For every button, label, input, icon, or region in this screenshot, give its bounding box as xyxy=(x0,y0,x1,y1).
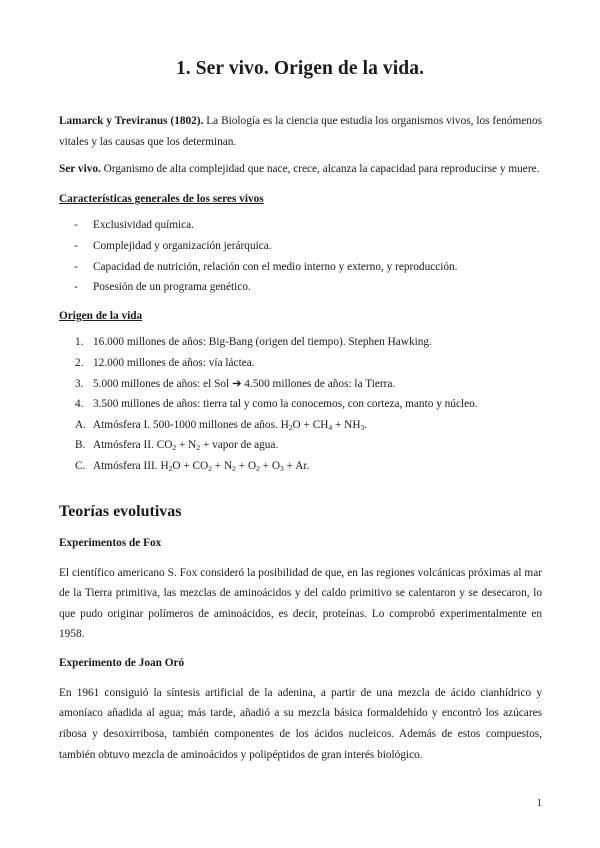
list-item xyxy=(59,332,542,353)
list-marker: 2. xyxy=(75,356,84,369)
list-item-text: 3.500 millones de años: tierra tal y como la conocemos, con corteza, manto y núcleo. xyxy=(93,398,478,411)
list-item-text: 16.000 millones de años: Big-Bang (origen del tiempo). Stephen Hawking. xyxy=(93,336,432,349)
list-marker: A. xyxy=(75,418,86,431)
subscript: 2 xyxy=(168,463,173,473)
fox-paragraph: El científico americano S. Fox consideró la posibilidad de que, en las regiones volcánicas próximas al mar de la Tierra primitiva, las mezclas de aminoácidos y del caldo primitivo se calentaron y se desecaron, lo que pudo originar polímeros de aminoácidos, es decir, proteínas. Lo comprobó experimentalmente en 1958. xyxy=(59,566,542,641)
list-item: - Exclusividad química. xyxy=(59,215,542,236)
list-item-text: 5.000 millones de años: el Sol ➔ 4.500 millones de años: la Tierra. xyxy=(93,377,396,390)
formula-text: + NH xyxy=(332,418,361,431)
formula-text: O + CH xyxy=(292,418,329,431)
intro-text-2: Organismo de alta complejidad que nace, crece, alcanza la capacidad para reproducirse y muere. xyxy=(100,163,540,176)
list-marker: 4. xyxy=(75,398,84,411)
intro-bold-1: Lamarck y Treviranus (1802). xyxy=(59,115,204,127)
list-item: - Capacidad de nutrición, relación con el medio interno y externo, y reproducción. xyxy=(59,257,542,278)
subscript: 2 xyxy=(172,443,177,453)
subheading-fox: Experimentos de Fox xyxy=(59,536,162,549)
subscript: 3 xyxy=(280,463,284,473)
intro-paragraph-2 xyxy=(59,159,542,180)
formula-text: Atmósfera I. 500-1000 millones de años. H xyxy=(93,418,289,431)
section-heading-caracteristicas: Características generales de los seres vivos xyxy=(59,192,264,205)
formula-text: Atmósfera III. H xyxy=(93,459,169,472)
subscript: 2 xyxy=(208,463,212,473)
subscript: 4 xyxy=(328,422,333,432)
list-item: - Complejidad y organización jerárquica. xyxy=(59,236,542,257)
subscript: 2 xyxy=(232,463,236,473)
intro-paragraph-1 xyxy=(59,111,542,152)
formula-text: Atmósfera II. CO xyxy=(93,439,173,452)
subscript: 3 xyxy=(360,422,365,432)
formula-text: . xyxy=(364,418,368,431)
list-marker: 1. xyxy=(75,336,84,349)
formula-text: + O xyxy=(235,459,257,472)
list-marker: B. xyxy=(75,439,86,452)
list-item xyxy=(59,353,542,374)
list-item: - Posesión de un programa genético. xyxy=(59,277,542,298)
list-item xyxy=(59,394,542,415)
intro-bold-2: Ser vivo. xyxy=(59,163,101,176)
subheading-oro: Experimento de Joan Oró xyxy=(59,656,185,669)
intro-text-1: La Biología es la ciencia que estudia los organismos vivos, los fenómenos vitales y las causas que los determinan. xyxy=(59,115,542,148)
formula-text: + vapor de agua. xyxy=(200,439,279,452)
formula-text: + N xyxy=(211,459,233,472)
subscript: 2 xyxy=(196,443,201,453)
page-title: 1. Ser vivo. Origen de la vida. xyxy=(175,58,425,79)
subscript: 2 xyxy=(256,463,260,473)
section-heading-teorias: Teorías evolutivas xyxy=(59,502,182,520)
caracteristicas-list xyxy=(59,215,542,297)
formula-text: + O xyxy=(259,459,281,472)
subscript: 2 xyxy=(288,422,293,432)
section-heading-origen: Origen de la vida xyxy=(59,309,143,322)
oro-paragraph: En 1961 consiguió la síntesis artificial de la adenina, a partir de una mezcla de ácido cianhídrico y amoníaco añadida al agua; más tarde, añadió a su mezcla básica formaldehído y encontró los azúcares ribosa y desoxirribosa, también componentes de los ácidos nucleicos. Además de estos compuestos, también obtuvo mezcla de aminoácidos y polipéptidos de gran interés biológico. xyxy=(59,686,542,761)
list-item xyxy=(59,456,542,477)
formula-text: O + CO xyxy=(172,459,209,472)
list-marker: 3. xyxy=(75,377,84,390)
list-item-text: 12.000 millones de años: vía láctea. xyxy=(93,356,255,369)
formula-text: + Ar. xyxy=(283,459,310,472)
list-item xyxy=(59,374,542,395)
list-marker: C. xyxy=(75,459,86,472)
origen-list xyxy=(59,332,542,476)
list-item xyxy=(59,435,542,456)
list-item xyxy=(59,415,542,436)
formula-text: + N xyxy=(176,439,197,452)
page-number: 1 xyxy=(536,798,542,809)
document-body xyxy=(59,111,542,773)
